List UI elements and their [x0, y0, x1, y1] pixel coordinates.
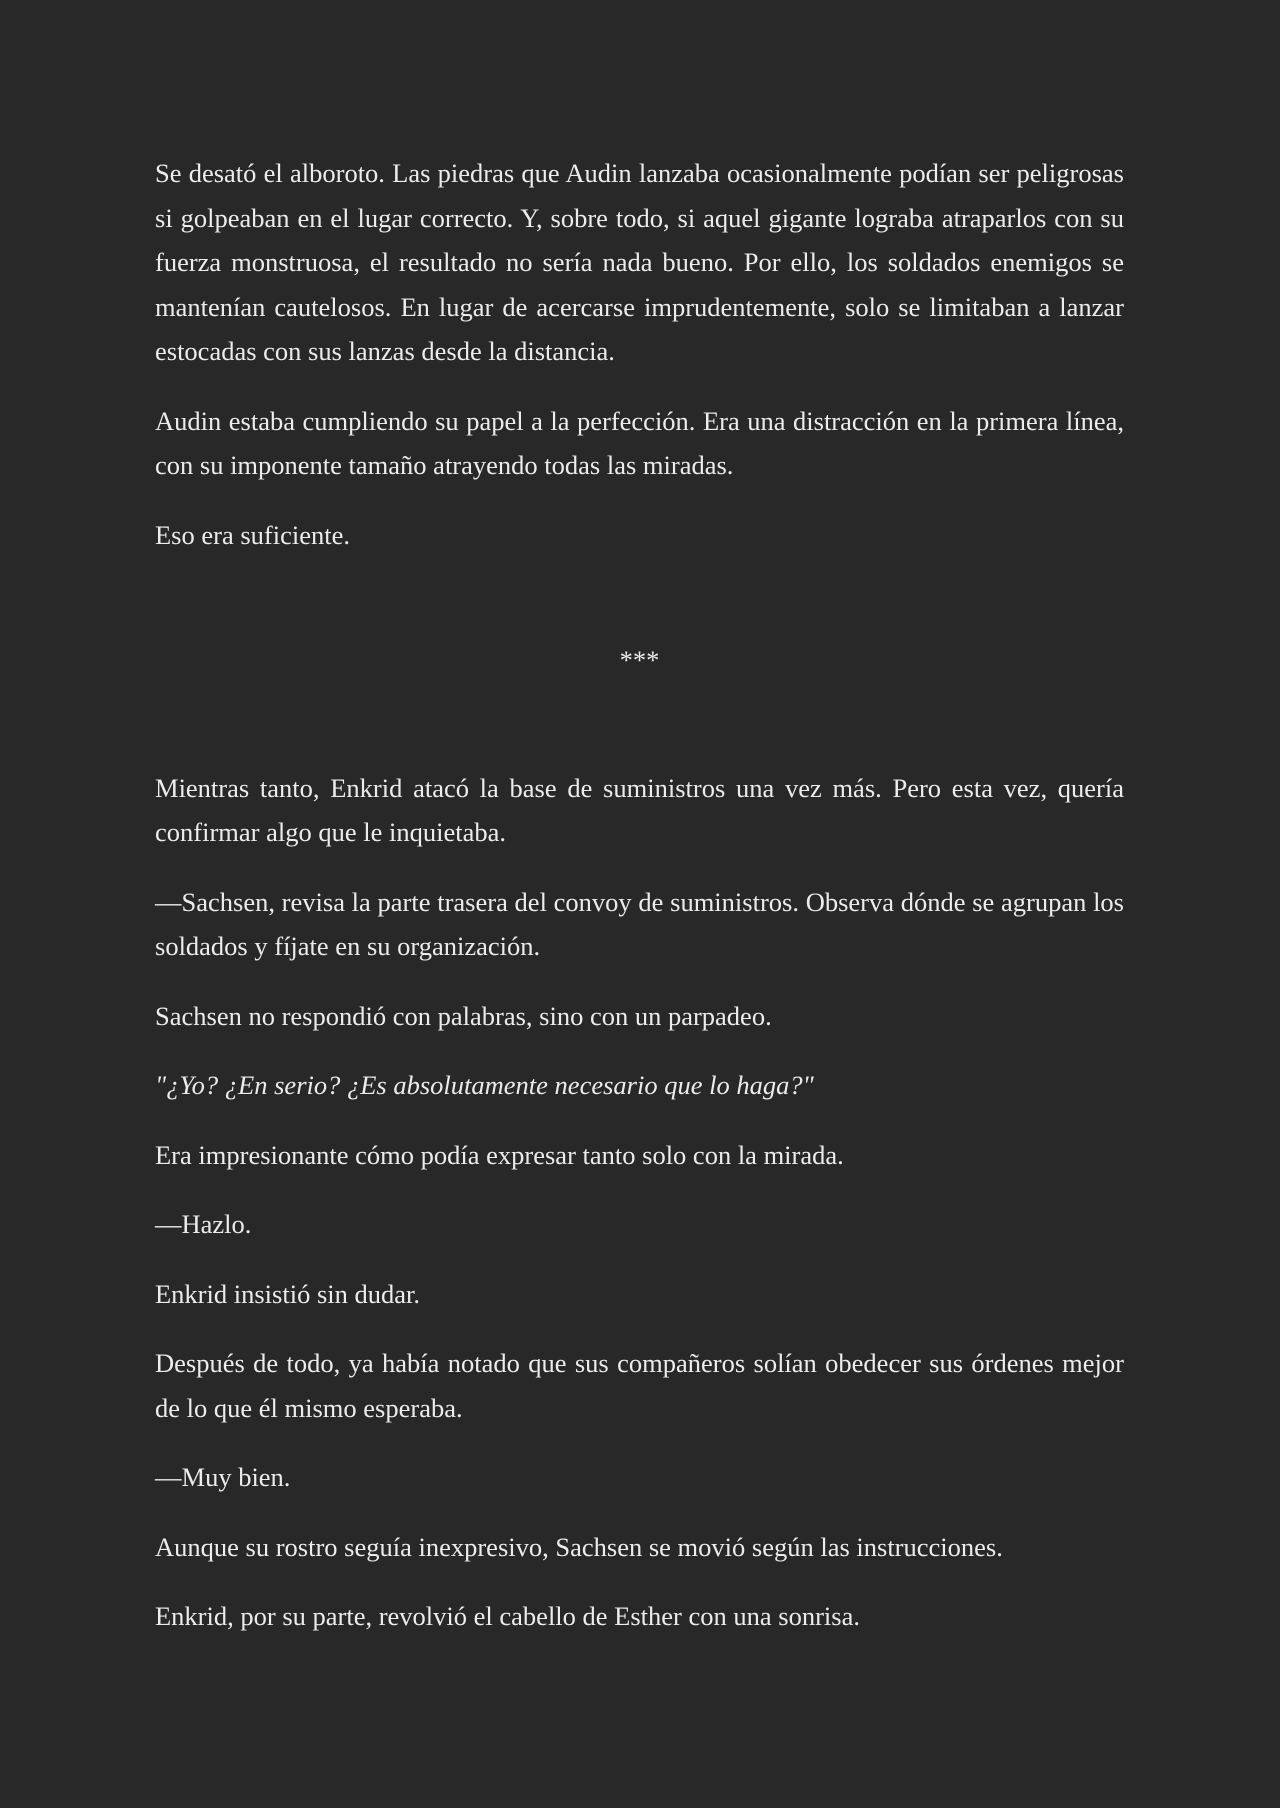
paragraph: Mientras tanto, Enkrid atacó la base de suministros una vez más. Pero esta vez, quería confirmar algo que le inquietaba. — [155, 772, 1124, 847]
paragraph: Se desató el alboroto. Las piedras que Audin lanzaba ocasionalmente podían ser peligrosas si golpeaban en el lugar correcto. Y, sobre todo, si aquel gigante lograba atraparlos con su fuerza monstruosa, el resultado no sería nada bueno. Por ello, los soldados enemigos se mantenían cautelosos. En lugar de acercarse imprudentemente, solo se limitaban a lanzar estocadas con sus lanzas desde la distancia. — [155, 158, 1124, 366]
scene-break: *** — [619, 645, 660, 675]
paragraph: Eso era suficiente. — [155, 519, 350, 550]
paragraph: Enkrid, por su parte, revolvió el cabello de Esther con una sonrisa. — [155, 1601, 860, 1631]
paragraph: Enkrid insistió sin dudar. — [155, 1278, 420, 1309]
paragraph: Sachsen no respondió con palabras, sino con un parpadeo. — [155, 1000, 772, 1031]
dialogue-paragraph: —Muy bien. — [155, 1462, 291, 1492]
paragraph: Era impresionante cómo podía expresar tanto solo con la mirada. — [155, 1139, 844, 1170]
reader-page — [155, 151, 1124, 1664]
paragraph: Después de todo, ya había notado que sus compañeros solían obedecer sus órdenes mejor de lo que él mismo esperaba. — [155, 1348, 1124, 1423]
thought-paragraph: "¿Yo? ¿En serio? ¿Es absolutamente necesario que lo haga?" — [155, 1070, 814, 1100]
dialogue-paragraph: —Sachsen, revisa la parte trasera del convoy de suministros. Observa dónde se agrupan los soldados y fíjate en su organización. — [155, 886, 1124, 961]
dialogue-paragraph: —Hazlo. — [155, 1209, 252, 1239]
paragraph: Aunque su rostro seguía inexpresivo, Sachsen se movió según las instrucciones. — [155, 1531, 1003, 1562]
paragraph: Audin estaba cumpliendo su papel a la perfección. Era una distracción en la primera línea, con su imponente tamaño atrayendo todas las miradas. — [155, 405, 1124, 480]
